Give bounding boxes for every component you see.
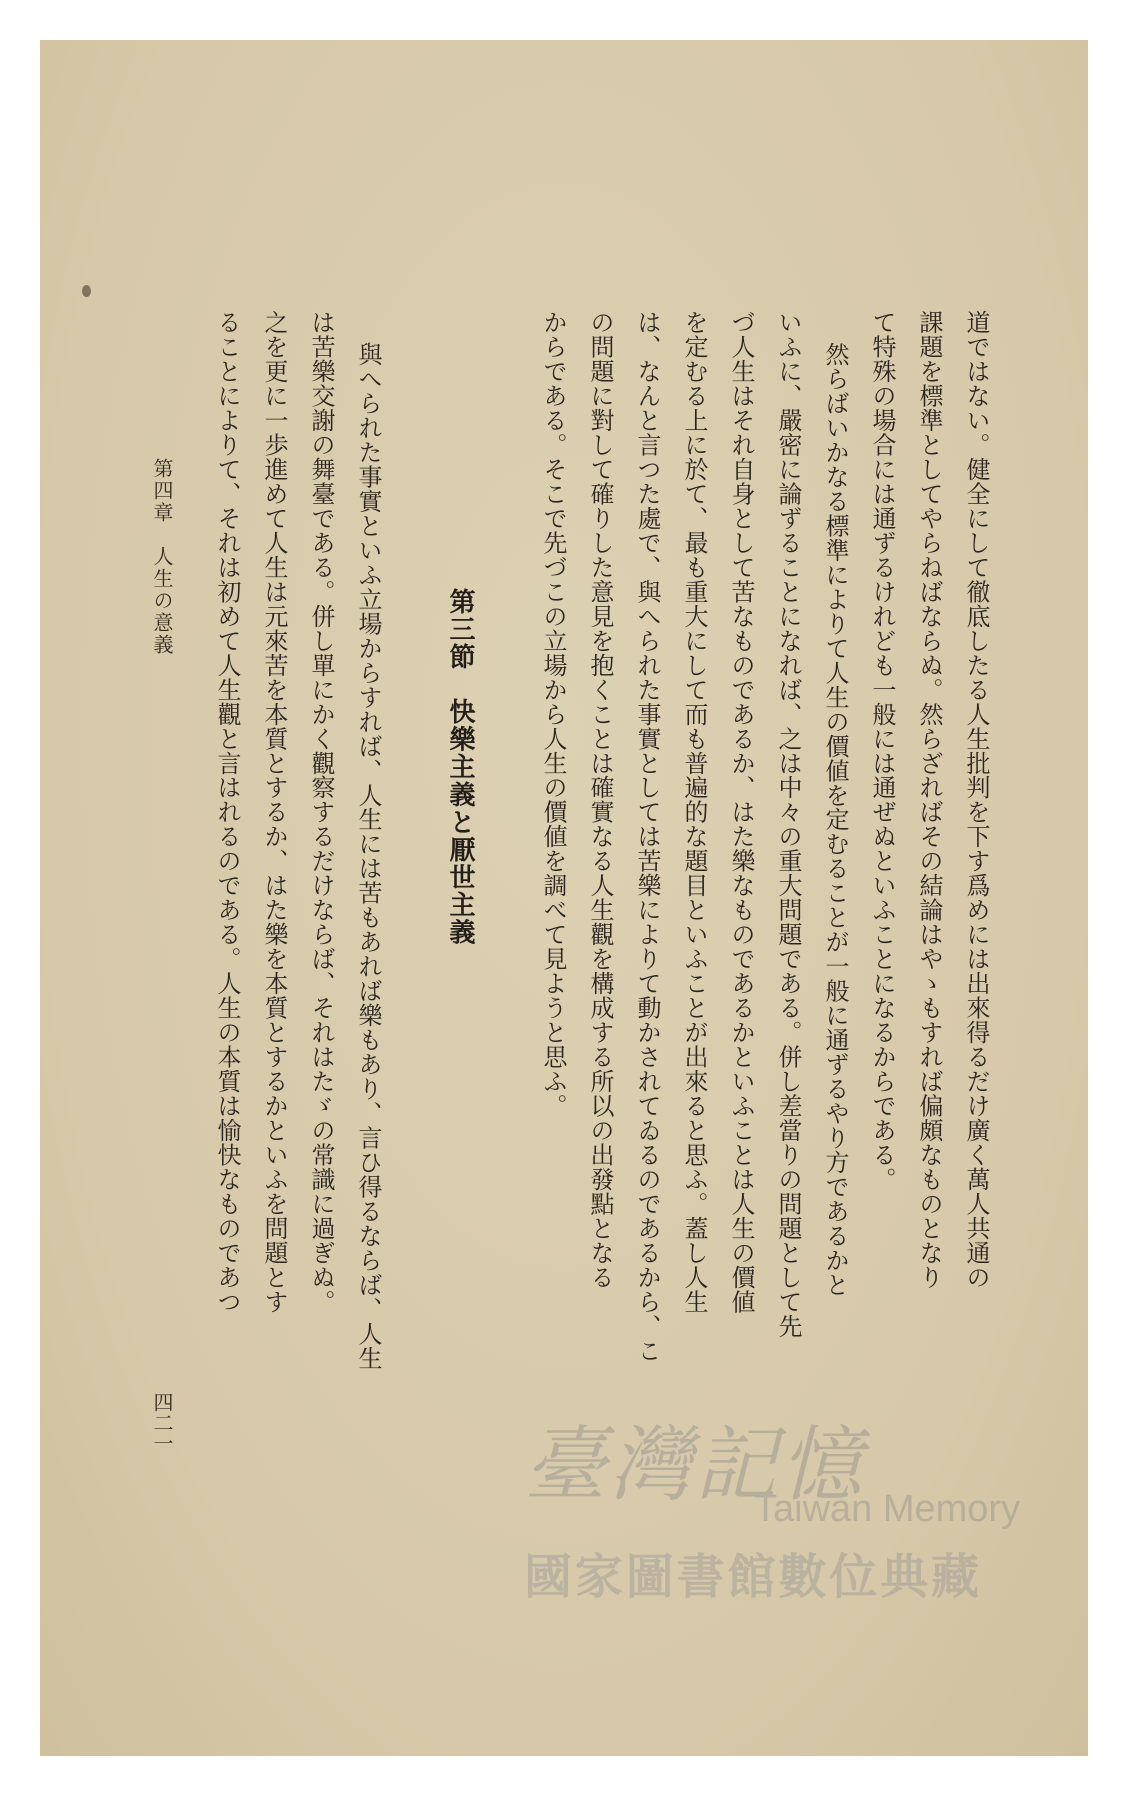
book-page [40, 40, 1088, 1756]
text-column-12: は苦樂交謝の舞臺である。併し單にかく觀察するだけならば、それはたゞの常識に過ぎぬ。 [307, 310, 335, 1314]
text-column-3: て特殊の場合には通ずるけれども一般には通ぜぬといふことになるからである。 [868, 310, 896, 1192]
text-column-7: を定むる上に於て、最も重大にして而も普遍的な題目といふことが出來ると思ふ。蓋し人生 [680, 310, 708, 1314]
library-watermark [524, 1400, 1084, 1605]
text-column-9: の問題に對して確りした意見を抱くことは確實なる人生觀を構成する所以の出發點となる [586, 310, 614, 1290]
watermark-latin: Taiwan Memory [754, 1488, 1021, 1530]
text-column-1: 道ではない。健全にして徹底したる人生批判を下す爲めには出來得るだけ廣く萬人共通の [962, 310, 990, 1290]
text-column-6: づ人生はそれ自身として苦なものであるか、はた樂なものであるかといふことは人生の價値 [727, 310, 755, 1314]
page-number: 四二一 [150, 1392, 174, 1454]
text-column-4: 然らばいかなる標準によりて人生の價値を定むることが一般に通ずるやり方であるかと [821, 342, 849, 1297]
text-column-10: からである。そこで先づこの立場から人生の價値を調べて見ようと思ふ。 [539, 310, 567, 1118]
text-column-8: は、なんと言つた處で、與へられた事實としては苦樂によりて動かされてゐるのであるから、こ [633, 310, 661, 1363]
paper-speck [82, 285, 91, 297]
text-column-13: 之を更に一歩進めて人生は元來苦を本質とするか、はた樂を本質とするかといふを問題とす [260, 310, 288, 1314]
text-column-2: 課題を標準としてやらねばならぬ。然らざればその結論はやゝもすれば偏頗なものとなり [915, 310, 943, 1290]
section-heading: 第三節 快樂主義と厭世主義 [445, 588, 475, 947]
running-head: 第四章 人生の意義 [150, 458, 174, 656]
text-column-11: 與へられた事實といふ立場からすれば、人生には苦もあれば樂もあり、言ひ得るならば、人生 [354, 342, 382, 1371]
watermark-library-name: 國家圖書館數位典藏 [524, 1549, 982, 1605]
text-column-14: ることによりて、それは初めて人生觀と言はれるのである。人生の本質は愉快なものであつ [213, 310, 241, 1314]
text-column-5: いふに、嚴密に論ずることになれば、之は中々の重大問題である。併し差當りの問題として先 [774, 310, 802, 1339]
watermark-calligraphy: 臺灣記憶 [524, 1418, 866, 1513]
